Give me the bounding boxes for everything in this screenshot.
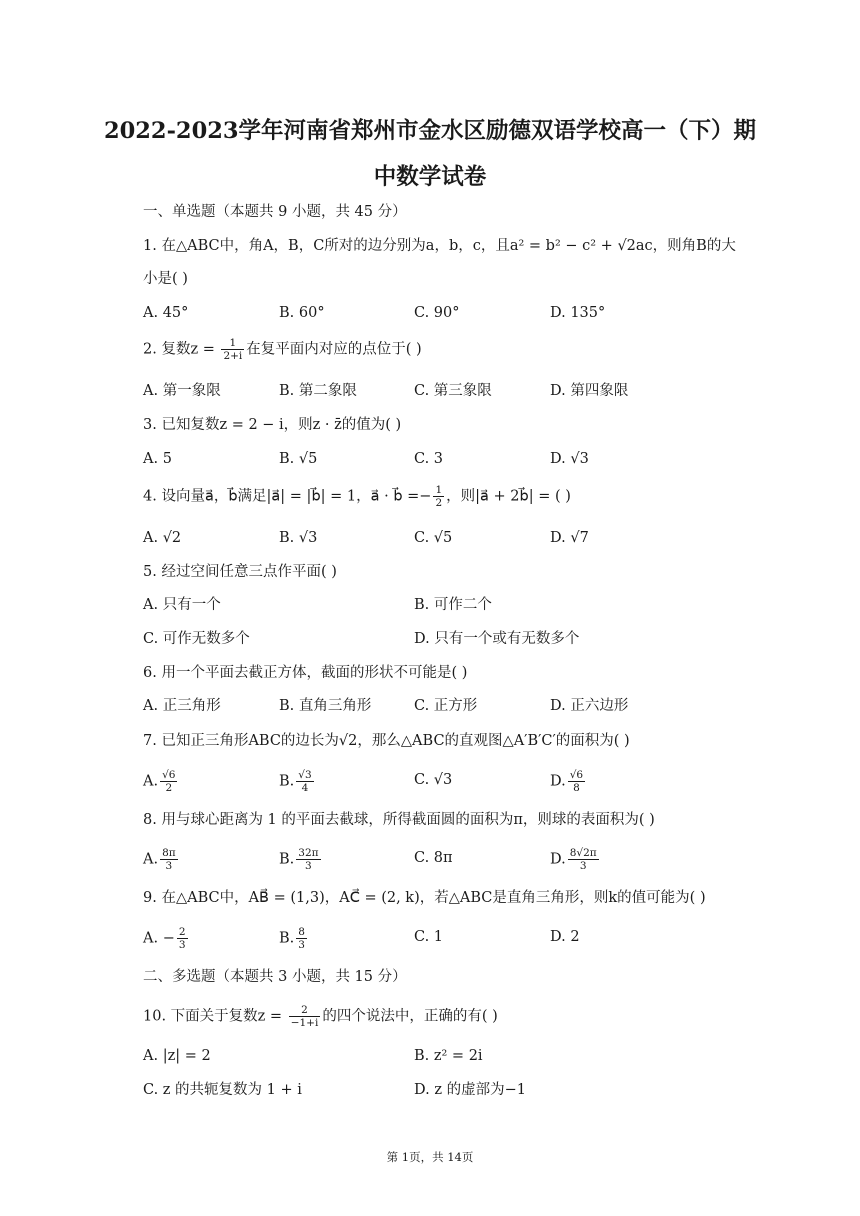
q7-option-a-numerator: √6 (162, 769, 176, 781)
q7-option-c: C. √3 (414, 772, 453, 788)
q8-option-b-label: B. (279, 851, 295, 868)
q2-option-c: C. 第三象限 (414, 383, 492, 399)
q9-option-b-fraction (296, 926, 307, 951)
q9-option-b-label: B. (279, 930, 295, 947)
q9-option-a-fraction (177, 926, 188, 951)
q8-option-d-denominator: 3 (579, 860, 587, 872)
q8-option-b-denominator: 3 (305, 860, 312, 872)
q7-option-d-fraction (568, 769, 585, 794)
q9-option-d: D. 2 (550, 929, 580, 945)
q7-option-b-fraction (296, 769, 313, 794)
q2-option-a: A. 第一象限 (143, 383, 221, 399)
q8-option-a-numerator: 8π (162, 847, 176, 859)
q9-option-a (143, 926, 190, 951)
q8-option-d-label: D. (550, 851, 566, 868)
q2-option-d: D. 第四象限 (550, 383, 629, 399)
section-heading-single-choice: 一、单选题（本题共 9 小题，共 45 分） (143, 204, 407, 220)
q8-option-a-label: A. (143, 851, 159, 868)
q1-stem-line2: 小是( ) (143, 271, 188, 287)
q10-stem-pre: 10. 下面关于复数z = (143, 1008, 287, 1025)
q9-option-b-denominator: 3 (298, 939, 305, 951)
q7-option-a-denominator: 2 (165, 782, 173, 794)
q4-frac-numerator: 1 (435, 484, 443, 496)
q7-stem: 7. 已知正三角形ABC的边长为√2，那么△ABC的直观图△A′B′C′的面积为( ) (143, 733, 630, 749)
q8-option-d-fraction (568, 847, 599, 872)
q9-option-b-numerator: 8 (298, 926, 305, 938)
q7-option-d-numerator: √6 (569, 769, 584, 781)
q7-option-b-denominator: 4 (301, 782, 309, 794)
q4-stem-post: ，则|a⃗ + 2b⃗| = ( ) (446, 488, 571, 505)
q9-stem: 9. 在△ABC中，AB⃗ = (1,3)，AC⃗ = (2, k)，若△ABC是直角三角形，则k的值可能为( ) (143, 890, 706, 906)
q10-frac-denominator: −1+i (290, 1017, 319, 1029)
q6-stem: 6. 用一个平面去截正方体，截面的形状不可能是( ) (143, 665, 468, 681)
q10-option-c: C. z 的共轭复数为 1 + i (143, 1082, 302, 1098)
q10-option-b: B. z² = 2i (414, 1048, 483, 1064)
q5-option-c: C. 可作无数多个 (143, 631, 250, 647)
q8-option-b-numerator: 32π (298, 847, 319, 859)
q8-option-a (143, 847, 180, 872)
q4-fraction (433, 484, 444, 509)
q10-fraction (289, 1004, 321, 1029)
q6-option-a: A. 正三角形 (143, 698, 221, 714)
q5-stem: 5. 经过空间任意三点作平面( ) (143, 564, 337, 580)
q5-option-a: A. 只有一个 (143, 597, 221, 613)
exam-title-line2: 中数学试卷 (373, 164, 487, 190)
q2-frac-denominator: 2+i (223, 350, 243, 362)
q4-option-a: A. √2 (143, 530, 182, 546)
q7-option-a-label: A. (143, 773, 159, 790)
q4-option-c: C. √5 (414, 530, 453, 546)
q7-option-a (143, 769, 179, 794)
q2-frac-numerator: 1 (221, 337, 244, 350)
q7-option-b-numerator: √3 (298, 769, 312, 781)
q8-option-a-fraction (160, 847, 178, 872)
q9-option-b (279, 926, 309, 951)
q1-stem-line1: 1. 在△ABC中，角A，B，C所对的边分别为a，b，c，且a² = b² − c² + √2ac，则角B的大 (143, 238, 736, 254)
q1-option-b: B. 60° (279, 305, 325, 321)
q7-option-b (279, 769, 316, 794)
section-heading-multiple-choice: 二、多选题（本题共 3 小题，共 15 分） (143, 969, 407, 985)
q2-stem (143, 337, 422, 362)
q2-fraction (221, 337, 244, 362)
q8-option-c: C. 8π (414, 850, 453, 866)
q9-option-c: C. 1 (414, 929, 444, 945)
q7-option-d-label: D. (550, 773, 566, 790)
q2-stem-pre: 2. 复数z = (143, 341, 220, 358)
q9-option-a-label: A. − (143, 930, 175, 947)
q9-option-a-numerator: 2 (178, 926, 186, 938)
q5-option-b: B. 可作二个 (414, 597, 492, 613)
q4-stem (143, 484, 571, 509)
q10-frac-numerator: 2 (289, 1004, 321, 1017)
page-footer: 第 1页，共 14页 (386, 1150, 474, 1164)
q3-option-a: A. 5 (143, 451, 172, 467)
q8-stem: 8. 用与球心距离为 1 的平面去截球，所得截面圆的面积为π，则球的表面积为( ) (143, 812, 655, 828)
q10-stem (143, 1004, 498, 1029)
q3-option-b: B. √5 (279, 451, 318, 467)
q4-stem-pre: 4. 设向量a⃗，b⃗满足|a⃗| = |b⃗| = 1，a⃗ · b⃗ =− (143, 488, 432, 505)
q8-option-b-fraction (296, 847, 320, 872)
q4-option-d: D. √7 (550, 530, 589, 546)
q6-option-d: D. 正六边形 (550, 698, 629, 714)
q1-option-a: A. 45° (143, 305, 189, 321)
q8-option-d-numerator: 8√2π (569, 847, 597, 859)
q5-option-d: D. 只有一个或有无数多个 (414, 631, 580, 647)
q6-option-b: B. 直角三角形 (279, 698, 372, 714)
q9-option-a-denominator: 3 (178, 939, 186, 951)
q10-option-d: D. z 的虚部为−1 (414, 1082, 526, 1098)
q2-stem-post: 在复平面内对应的点位于( ) (246, 341, 422, 358)
q4-option-b: B. √3 (279, 530, 318, 546)
q10-option-a: A. |z| = 2 (143, 1048, 211, 1064)
q7-option-d-denominator: 8 (573, 782, 580, 794)
q8-option-d (550, 847, 601, 872)
q3-option-d: D. √3 (550, 451, 589, 467)
q1-option-d: D. 135° (550, 305, 606, 321)
q2-option-b: B. 第二象限 (279, 383, 357, 399)
q10-stem-post: 的四个说法中，正确的有( ) (322, 1008, 498, 1025)
exam-title-line1: 2022-2023学年河南省郑州市金水区励德双语学校高一（下）期 (103, 118, 757, 144)
q6-option-c: C. 正方形 (414, 698, 478, 714)
q4-frac-denominator: 2 (435, 497, 443, 509)
q7-option-d (550, 769, 587, 794)
q3-option-c: C. 3 (414, 451, 444, 467)
q8-option-b (279, 847, 323, 872)
q8-option-a-denominator: 3 (165, 860, 173, 872)
q7-option-b-label: B. (279, 773, 295, 790)
q1-option-c: C. 90° (414, 305, 460, 321)
q7-option-a-fraction (160, 769, 177, 794)
q3-stem: 3. 已知复数z = 2 − i，则z · z̄的值为( ) (143, 417, 402, 433)
